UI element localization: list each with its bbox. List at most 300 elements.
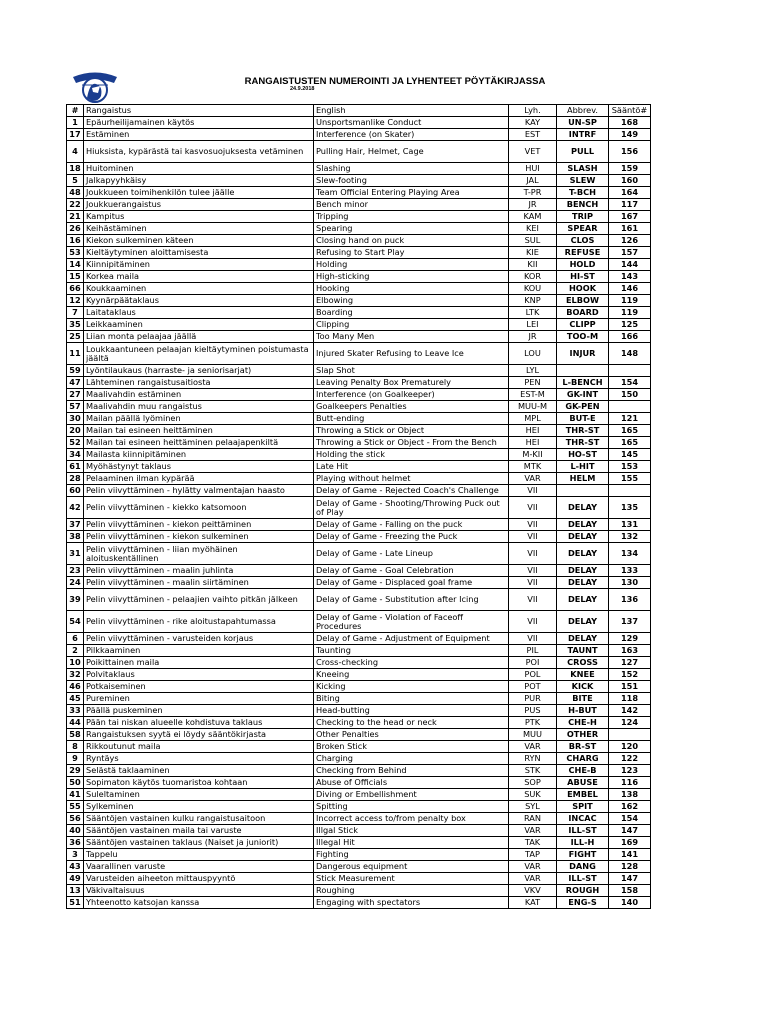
row-lyh: HEI [509,437,557,449]
row-number: 40 [67,825,84,837]
table-row [67,461,651,473]
table-row [67,129,651,141]
row-penalty-fi: Kiinnipitäminen [84,259,314,271]
row-number: 35 [67,319,84,331]
document-date: 24.9.2018 [290,86,315,92]
row-penalty-fi: Sylkeminen [84,801,314,813]
row-penalty-en: Kicking [314,681,509,693]
row-number: 36 [67,837,84,849]
row-penalty-en: Hooking [314,283,509,295]
row-lyh: PEN [509,377,557,389]
row-penalty-fi: Tappelu [84,849,314,861]
row-number: 26 [67,223,84,235]
row-rule: 165 [609,425,651,437]
penalty-table [66,104,651,909]
table-row [67,199,651,211]
table-row [67,187,651,199]
header-rule: Sääntö# [609,105,651,117]
row-abbrev [557,365,609,377]
row-number: 17 [67,129,84,141]
row-abbrev: DANG [557,861,609,873]
row-abbrev: THR-ST [557,425,609,437]
row-lyh: LEI [509,319,557,331]
row-penalty-fi: Pelin viivyttäminen - maalin siirtäminen [84,577,314,589]
row-lyh: LOU [509,343,557,365]
row-number: 55 [67,801,84,813]
row-abbrev: CHE-B [557,765,609,777]
table-row [67,473,651,485]
row-lyh: VII [509,519,557,531]
row-rule: 119 [609,295,651,307]
row-abbrev: SLASH [557,163,609,175]
table-row [67,519,651,531]
row-abbrev: CHARG [557,753,609,765]
row-lyh: MUU-M [509,401,557,413]
row-rule: 163 [609,645,651,657]
row-rule: 131 [609,519,651,531]
row-number: 16 [67,235,84,247]
row-penalty-en: Goalkeepers Penalties [314,401,509,413]
row-lyh: VII [509,633,557,645]
table-row [67,657,651,669]
table-row [67,283,651,295]
row-penalty-en: Head-butting [314,705,509,717]
row-penalty-en: Throwing a Stick or Object [314,425,509,437]
row-penalty-fi: Korkea maila [84,271,314,283]
row-number: 29 [67,765,84,777]
row-penalty-fi: Rangaistuksen syytä ei löydy sääntökirjasta [84,729,314,741]
row-number: 56 [67,813,84,825]
row-number: 39 [67,589,84,611]
row-rule: 165 [609,437,651,449]
row-number: 50 [67,777,84,789]
row-penalty-fi: Maalivahdin muu rangaistus [84,401,314,413]
table-row [67,753,651,765]
row-lyh: JR [509,331,557,343]
row-lyh: KAT [509,897,557,909]
table-row [67,861,651,873]
table-row [67,319,651,331]
row-number: 6 [67,633,84,645]
row-penalty-en: Team Official Entering Playing Area [314,187,509,199]
row-penalty-en: Delay of Game - Freezing the Puck [314,531,509,543]
row-rule: 153 [609,461,651,473]
row-lyh: VAR [509,825,557,837]
table-row [67,211,651,223]
row-penalty-fi: Sääntöjen vastainen kulku rangaistusaitoon [84,813,314,825]
row-penalty-en: Stick Measurement [314,873,509,885]
row-number: 61 [67,461,84,473]
row-penalty-en: Taunting [314,645,509,657]
table-row [67,295,651,307]
row-abbrev: L-HIT [557,461,609,473]
table-row [67,449,651,461]
row-penalty-fi: Suleltaminen [84,789,314,801]
row-rule: 152 [609,669,651,681]
table-row [67,401,651,413]
row-abbrev: OTHER [557,729,609,741]
row-penalty-fi: Epäurheilijamainen käytös [84,117,314,129]
table-row [67,413,651,425]
row-penalty-fi: Pelin viivyttäminen - hylätty valmentajan haasto [84,485,314,497]
row-number: 30 [67,413,84,425]
row-penalty-en: Too Many Men [314,331,509,343]
row-rule: 141 [609,849,651,861]
row-rule: 117 [609,199,651,211]
row-rule: 149 [609,129,651,141]
row-number: 18 [67,163,84,175]
row-abbrev: DELAY [557,565,609,577]
row-penalty-fi: Sääntöjen vastainen maila tai varuste [84,825,314,837]
row-rule: 168 [609,117,651,129]
row-penalty-en: High-sticking [314,271,509,283]
row-number: 37 [67,519,84,531]
row-number: 7 [67,307,84,319]
row-number: 23 [67,565,84,577]
table-row [67,141,651,163]
row-number: 47 [67,377,84,389]
row-abbrev: HOLD [557,259,609,271]
row-lyh: POI [509,657,557,669]
row-penalty-fi: Lyöntilaukaus (harraste- ja seniorisarjat) [84,365,314,377]
row-abbrev: HI-ST [557,271,609,283]
row-number: 48 [67,187,84,199]
table-row [67,163,651,175]
row-rule: 122 [609,753,651,765]
row-penalty-fi: Sopimaton käytös tuomaristoa kohtaan [84,777,314,789]
row-penalty-fi: Pilkkaaminen [84,645,314,657]
row-lyh: KOU [509,283,557,295]
row-penalty-fi: Estäminen [84,129,314,141]
row-penalty-fi: Huitominen [84,163,314,175]
row-abbrev: SLEW [557,175,609,187]
header-abbrev: Abbrev. [557,105,609,117]
row-penalty-fi: Pelin viivyttäminen - maalin juhlinta [84,565,314,577]
row-penalty-en: Delay of Game - Late Lineup [314,543,509,565]
row-penalty-en: Elbowing [314,295,509,307]
table-row [67,693,651,705]
row-abbrev: SPIT [557,801,609,813]
table-row [67,885,651,897]
row-abbrev: GK-INT [557,389,609,401]
row-penalty-en: Spearing [314,223,509,235]
row-lyh: KIE [509,247,557,259]
row-penalty-fi: Pelaaminen ilman kypärää [84,473,314,485]
row-penalty-en: Delay of Game - Falling on the puck [314,519,509,531]
row-abbrev: INJUR [557,343,609,365]
row-lyh: VAR [509,741,557,753]
table-row [67,485,651,497]
row-abbrev: DELAY [557,497,609,519]
table-row [67,377,651,389]
row-lyh: VII [509,531,557,543]
row-rule: 164 [609,187,651,199]
table-row [67,259,651,271]
row-penalty-en: Cross-checking [314,657,509,669]
row-penalty-en: Fighting [314,849,509,861]
row-penalty-en: Broken Stick [314,741,509,753]
table-row [67,897,651,909]
table-row [67,633,651,645]
header-number: # [67,105,84,117]
row-number: 20 [67,425,84,437]
row-penalty-en: Refusing to Start Play [314,247,509,259]
row-penalty-fi: Leikkaaminen [84,319,314,331]
row-penalty-fi: Pelin viivyttäminen - kiekon sulkeminen [84,531,314,543]
row-number: 27 [67,389,84,401]
row-rule: 148 [609,343,651,365]
row-penalty-fi: Joukkuerangaistus [84,199,314,211]
row-number: 4 [67,141,84,163]
row-abbrev: DELAY [557,589,609,611]
row-penalty-fi: Koukkaaminen [84,283,314,295]
row-lyh: HEI [509,425,557,437]
row-penalty-fi: Pelin viivyttäminen - liian myöhäinen aloituskentällinen [84,543,314,565]
row-rule: 169 [609,837,651,849]
row-penalty-en: Delay of Game - Violation of Faceoff Procedures [314,611,509,633]
row-number: 51 [67,897,84,909]
row-rule: 147 [609,825,651,837]
row-penalty-en: Delay of Game - Shooting/Throwing Puck out of Play [314,497,509,519]
row-rule: 160 [609,175,651,187]
row-penalty-fi: Keihästäminen [84,223,314,235]
row-lyh: PIL [509,645,557,657]
row-lyh: MTK [509,461,557,473]
row-rule: 142 [609,705,651,717]
table-row [67,765,651,777]
row-number: 45 [67,693,84,705]
row-lyh: VII [509,543,557,565]
table-row [67,801,651,813]
row-rule: 154 [609,813,651,825]
row-lyh: T-PR [509,187,557,199]
row-lyh: SYL [509,801,557,813]
row-number: 58 [67,729,84,741]
row-abbrev: FIGHT [557,849,609,861]
row-rule: 135 [609,497,651,519]
row-rule: 147 [609,873,651,885]
row-penalty-en: Slew-footing [314,175,509,187]
row-penalty-en: Interference (on Goalkeeper) [314,389,509,401]
table-row [67,611,651,633]
row-rule [609,365,651,377]
row-lyh: SUL [509,235,557,247]
table-row [67,271,651,283]
row-lyh: TAK [509,837,557,849]
row-abbrev: CROSS [557,657,609,669]
row-penalty-en: Pulling Hair, Helmet, Cage [314,141,509,163]
row-penalty-en: Butt-ending [314,413,509,425]
row-penalty-fi: Vaarallinen varuste [84,861,314,873]
row-penalty-en: Checking to the head or neck [314,717,509,729]
row-abbrev: T-BCH [557,187,609,199]
row-number: 9 [67,753,84,765]
row-abbrev: CLIPP [557,319,609,331]
row-penalty-fi: Pelin viivyttäminen - rike aloitustapahtumassa [84,611,314,633]
row-number: 66 [67,283,84,295]
table-row [67,589,651,611]
row-abbrev: ILL-ST [557,873,609,885]
row-abbrev: ROUGH [557,885,609,897]
row-number: 53 [67,247,84,259]
row-rule: 150 [609,389,651,401]
row-penalty-en: Illegal Hit [314,837,509,849]
row-penalty-fi: Mailan päällä lyöminen [84,413,314,425]
row-abbrev: DELAY [557,633,609,645]
row-abbrev: TOO-M [557,331,609,343]
table-row [67,531,651,543]
row-abbrev: KNEE [557,669,609,681]
row-rule: 118 [609,693,651,705]
row-lyh: KAM [509,211,557,223]
row-penalty-fi: Rikkoutunut maila [84,741,314,753]
row-penalty-en: Illgal Stick [314,825,509,837]
table-row [67,837,651,849]
row-number: 52 [67,437,84,449]
row-rule: 130 [609,577,651,589]
table-row [67,437,651,449]
row-number: 5 [67,175,84,187]
row-lyh: MUU [509,729,557,741]
table-row [67,849,651,861]
row-penalty-fi: Päällä puskeminen [84,705,314,717]
row-number: 1 [67,117,84,129]
row-rule: 166 [609,331,651,343]
row-abbrev: DELAY [557,519,609,531]
row-penalty-en: Playing without helmet [314,473,509,485]
row-penalty-fi: Pelin viivyttäminen - varusteiden korjaus [84,633,314,645]
row-penalty-fi: Laitataklaus [84,307,314,319]
row-penalty-en: Delay of Game - Goal Celebration [314,565,509,577]
row-rule: 145 [609,449,651,461]
row-lyh: RYN [509,753,557,765]
table-row [67,247,651,259]
row-lyh: KEI [509,223,557,235]
table-row [67,669,651,681]
row-number: 43 [67,861,84,873]
row-abbrev: EMBEL [557,789,609,801]
row-penalty-fi: Loukkaantuneen pelaajan kieltäytyminen poistumasta jäältä [84,343,314,365]
row-rule: 144 [609,259,651,271]
row-abbrev: BR-ST [557,741,609,753]
row-penalty-en: Diving or Embellishment [314,789,509,801]
row-lyh: EST-M [509,389,557,401]
row-rule: 157 [609,247,651,259]
row-rule [609,485,651,497]
row-rule: 119 [609,307,651,319]
row-penalty-fi: Väkivaltaisuus [84,885,314,897]
row-penalty-en: Engaging with spectators [314,897,509,909]
table-row [67,717,651,729]
row-lyh: VII [509,611,557,633]
row-rule: 161 [609,223,651,235]
row-penalty-en: Interference (on Skater) [314,129,509,141]
row-abbrev: GK-PEN [557,401,609,413]
row-abbrev: DELAY [557,531,609,543]
row-rule: 121 [609,413,651,425]
row-rule: 120 [609,741,651,753]
row-abbrev: BITE [557,693,609,705]
row-penalty-fi: Pelin viivyttäminen - kiekko katsomoon [84,497,314,519]
row-lyh: MPL [509,413,557,425]
row-abbrev: HOOK [557,283,609,295]
row-abbrev: CLOS [557,235,609,247]
row-lyh: KII [509,259,557,271]
row-lyh: VET [509,141,557,163]
row-lyh: POL [509,669,557,681]
row-abbrev: TRIP [557,211,609,223]
row-rule [609,401,651,413]
row-lyh: VAR [509,861,557,873]
row-number: 42 [67,497,84,519]
row-penalty-en: Unsportsmanlike Conduct [314,117,509,129]
row-penalty-fi: Sääntöjen vastainen taklaus (Naiset ja juniorit) [84,837,314,849]
row-rule: 116 [609,777,651,789]
row-rule: 162 [609,801,651,813]
row-lyh: JR [509,199,557,211]
row-lyh: SOP [509,777,557,789]
row-penalty-en: Delay of Game - Rejected Coach's Challenge [314,485,509,497]
row-penalty-en: Late Hit [314,461,509,473]
row-penalty-en: Boarding [314,307,509,319]
row-number: 3 [67,849,84,861]
row-penalty-fi: Pelin viivyttäminen - pelaajien vaihto pitkän jälkeen [84,589,314,611]
row-penalty-en: Charging [314,753,509,765]
table-row [67,175,651,187]
row-lyh: PUS [509,705,557,717]
row-number: 54 [67,611,84,633]
row-penalty-fi: Myöhästynyt taklaus [84,461,314,473]
row-penalty-en: Other Penalties [314,729,509,741]
row-penalty-fi: Pelin viivyttäminen - kiekon peittäminen [84,519,314,531]
row-lyh: VII [509,497,557,519]
row-penalty-en: Kneeing [314,669,509,681]
table-row [67,873,651,885]
table-row [67,789,651,801]
table-row [67,389,651,401]
row-penalty-fi: Kieltäytyminen aloittamisesta [84,247,314,259]
table-row [67,117,651,129]
row-abbrev: ILL-H [557,837,609,849]
document-title: RANGAISTUSTEN NUMEROINTI JA LYHENTEET PÖYTÄKIRJASSA [244,76,546,87]
row-abbrev: SPEAR [557,223,609,235]
row-abbrev: BOARD [557,307,609,319]
row-penalty-en: Closing hand on puck [314,235,509,247]
row-penalty-fi: Pään tai niskan alueelle kohdistuva taklaus [84,717,314,729]
row-number: 11 [67,343,84,365]
row-penalty-fi: Mailan tai esineen heittäminen pelaajapenkiltä [84,437,314,449]
row-rule: 155 [609,473,651,485]
row-penalty-fi: Hiuksista, kypärästä tai kasvosuojuksesta vetäminen [84,141,314,163]
row-penalty-en: Throwing a Stick or Object - From the Bench [314,437,509,449]
row-abbrev: PULL [557,141,609,163]
table-row [67,705,651,717]
row-penalty-en: Holding [314,259,509,271]
row-penalty-fi: Liian monta pelaajaa jäällä [84,331,314,343]
row-lyh: EST [509,129,557,141]
row-number: 44 [67,717,84,729]
row-rule: 125 [609,319,651,331]
row-number: 14 [67,259,84,271]
row-number: 21 [67,211,84,223]
row-lyh: JAL [509,175,557,187]
row-penalty-en: Abuse of Officials [314,777,509,789]
row-number: 10 [67,657,84,669]
row-rule: 136 [609,589,651,611]
row-number: 32 [67,669,84,681]
row-penalty-en: Injured Skater Refusing to Leave Ice [314,343,509,365]
row-penalty-en: Incorrect access to/from penalty box [314,813,509,825]
